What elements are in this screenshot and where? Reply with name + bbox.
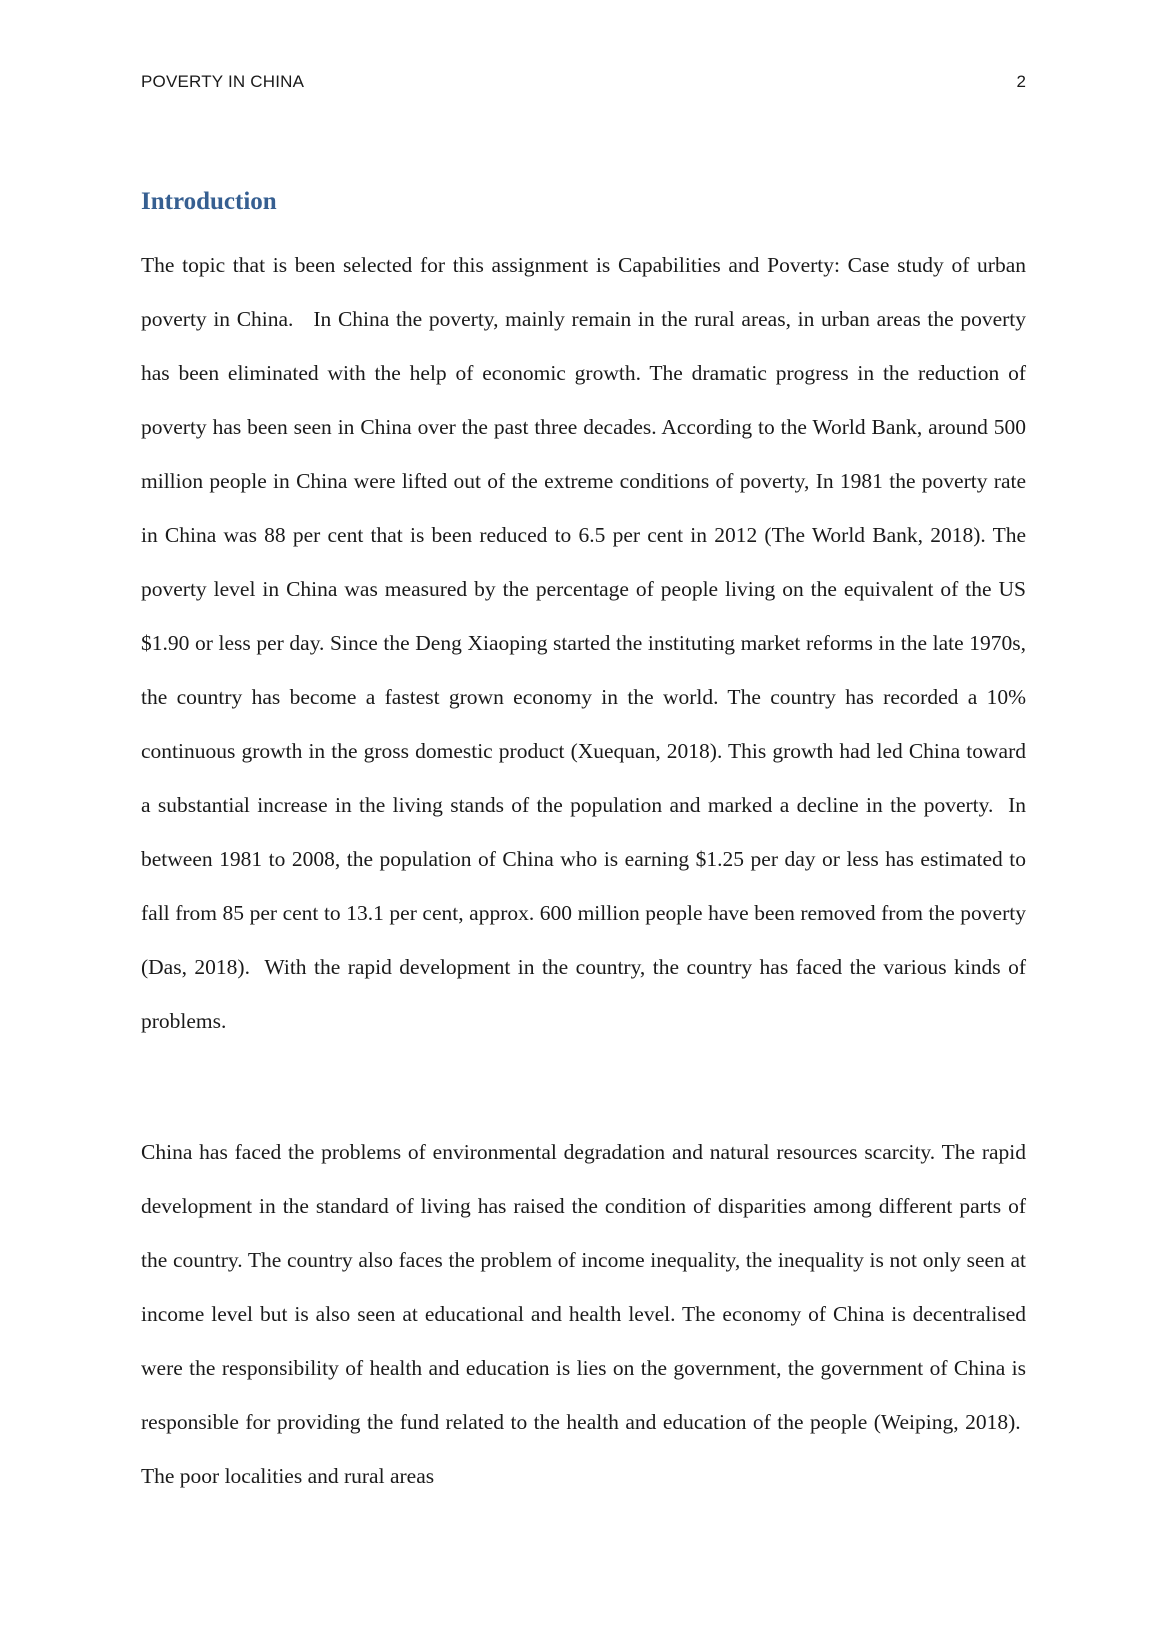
paragraph-problems: China has faced the problems of environmental degradation and natural resources scarcity. The rapid development in the standard of living has raised the condition of disparities among different parts of the country. The country also faces the problem of income inequality, the inequality is not only seen at income level but is also seen at educational and health level. The economy of China is decentralised were the responsibility of health and education is lies on the government, the government of China is responsible for providing the fund related to the health and education of the people (Weiping, 2018). The poor localities and rural areas: [141, 1140, 1026, 1488]
page-number: 2: [1016, 72, 1026, 91]
paragraph-introduction: The topic that is been selected for this assignment is Capabilities and Poverty: Case study of urban poverty in China. In China the poverty, mainly remain in the rural areas, in urban areas the poverty has been eliminated with the help of economic growth. The dramatic progress in the reduction of poverty has been seen in China over the past three decades. According to the World Bank, around 500 million people in China were lifted out of the extreme conditions of poverty, In 1981 the poverty rate in China was 88 per cent that is been reduced to 6.5 per cent in 2012 (The World Bank, 2018). The poverty level in China was measured by the percentage of people living on the equivalent of the US $1.90 or less per day. Since the Deng Xiaoping started the instituting market reforms in the late 1970s, the country has become a fastest grown economy in the world. The country has recorded a 10% continuous growth in the gross domestic product (Xuequan, 2018). This growth had led China toward a substantial increase in the living stands of the population and marked a decline in the poverty. In between 1981 to 2008, the population of China who is earning $1.25 per day or less has estimated to fall from 85 per cent to 13.1 per cent, approx. 600 million people have been removed from the poverty (Das, 2018). With the rapid development in the country, the country has faced the various kinds of problems.: [141, 253, 1026, 1033]
running-head: POVERTY IN CHINA: [141, 72, 305, 91]
section-heading: Introduction: [141, 188, 277, 215]
